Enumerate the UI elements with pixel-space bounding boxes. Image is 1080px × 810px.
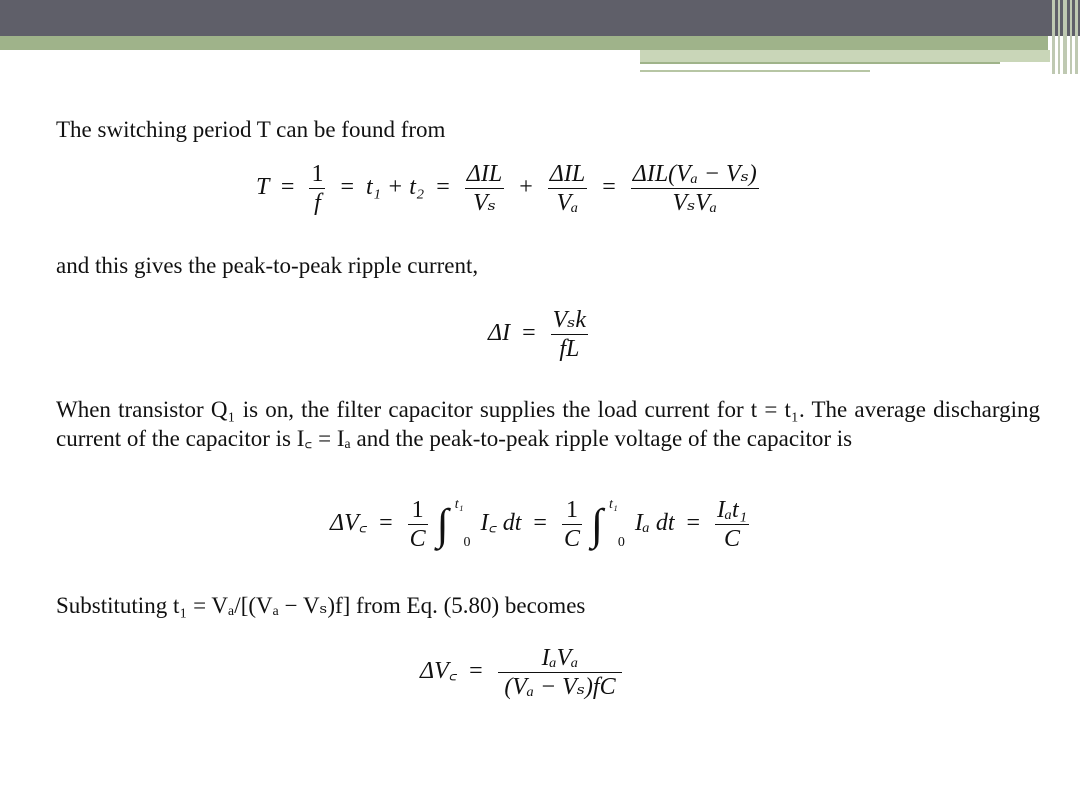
eq1-frac-dil-va: $\frac{\text{ΔIL}}{\text{Vₐ}}$ xyxy=(549,161,586,216)
equation-ripple-current: ΔI = $\frac{\text{Vₛk}}{fL}$ xyxy=(488,307,587,362)
eq4-lhs: ΔV꜀ xyxy=(420,658,458,685)
eq3-frac-1-over-c: $\frac{1}{C}$ xyxy=(409,497,426,552)
slide-top-bar xyxy=(0,0,1080,36)
eq1-plus: + xyxy=(519,174,533,201)
eq2-lhs: ΔI xyxy=(488,320,511,347)
eq1-frac-1-over-f: $\frac{1}{f}$ xyxy=(311,161,324,216)
slide-accent-line xyxy=(640,62,1000,64)
equation-period: T = $\frac{1}{f}$ = t₁ + t₂ = $\frac{\text{ΔIL}}{\text{Vₛ}}$ + $\frac{\text{ΔIL}}{\text{Vₐ}}$ = $\frac{\text{ΔIL(Vₐ − Vₛ)}}{\text{VₛVₐ}}$ xyxy=(256,161,757,216)
eq3-frac-1-over-c-2: $\frac{1}{C}$ xyxy=(563,497,580,552)
slide-accent-line-2 xyxy=(640,70,870,72)
integral-sign-2: ∫ xyxy=(590,500,604,549)
slide-accent-bar xyxy=(0,36,1048,50)
eq1-frac-dil-vs: $\frac{\text{ΔIL}}{\text{Vₛ}}$ xyxy=(466,161,503,216)
eq1-equals: = xyxy=(280,174,295,201)
text-substituting: Substituting t₁ = Vₐ/[(Vₐ − Vₛ)f] from Eq. (5.80) becomes xyxy=(56,593,586,618)
equation-capacitor-ripple: ΔV꜀ = $\frac{1}{C}$ ∫ $^{t_1}$ $_0$ I꜀ dt = $\frac{1}{C}$ ∫ $^{t_1}$ $_0$ Iₐ dt = $\frac{\text{Iₐt₁}}{C}$ xyxy=(330,497,748,552)
eq1-t-sum: t₁ + t₂ xyxy=(366,174,425,201)
text-switching-period: The switching period T can be found from xyxy=(56,117,446,142)
eq3-lhs: ΔV꜀ xyxy=(330,510,368,537)
eq2-frac: $\frac{\text{Vₛk}}{fL}$ xyxy=(552,307,587,362)
eq4-frac: $\frac{\text{IₐVₐ}}{\text{(Vₐ − Vₛ)fC}}$ xyxy=(498,644,623,701)
equation-delta-vc: ΔV꜀ = $\frac{\text{IₐVₐ}}{\text{(Vₐ − Vₛ)fC}}$ xyxy=(420,644,625,701)
eq1-lhs: T xyxy=(256,174,269,201)
text-capacitor-paragraph: When transistor Q₁ is on, the filter capacitor supplies the load current for t = t₁. The average discharging current of the capacitor is I꜀ = Iₐ and the peak-to-peak ripple voltage of the capacitor is xyxy=(56,397,1040,451)
slide-accent-bar-light xyxy=(640,50,1050,62)
integral-sign: ∫ xyxy=(436,500,449,549)
text-ripple-current: and this gives the peak-to-peak ripple current, xyxy=(56,253,479,278)
slide-corner-stripes xyxy=(1048,0,1080,74)
eq1-frac-result: $\frac{\text{ΔIL(Vₐ − Vₛ)}}{\text{VₛVₐ}}$ xyxy=(632,161,757,216)
eq3-frac-result: $\frac{\text{Iₐt₁}}{C}$ xyxy=(717,497,748,552)
